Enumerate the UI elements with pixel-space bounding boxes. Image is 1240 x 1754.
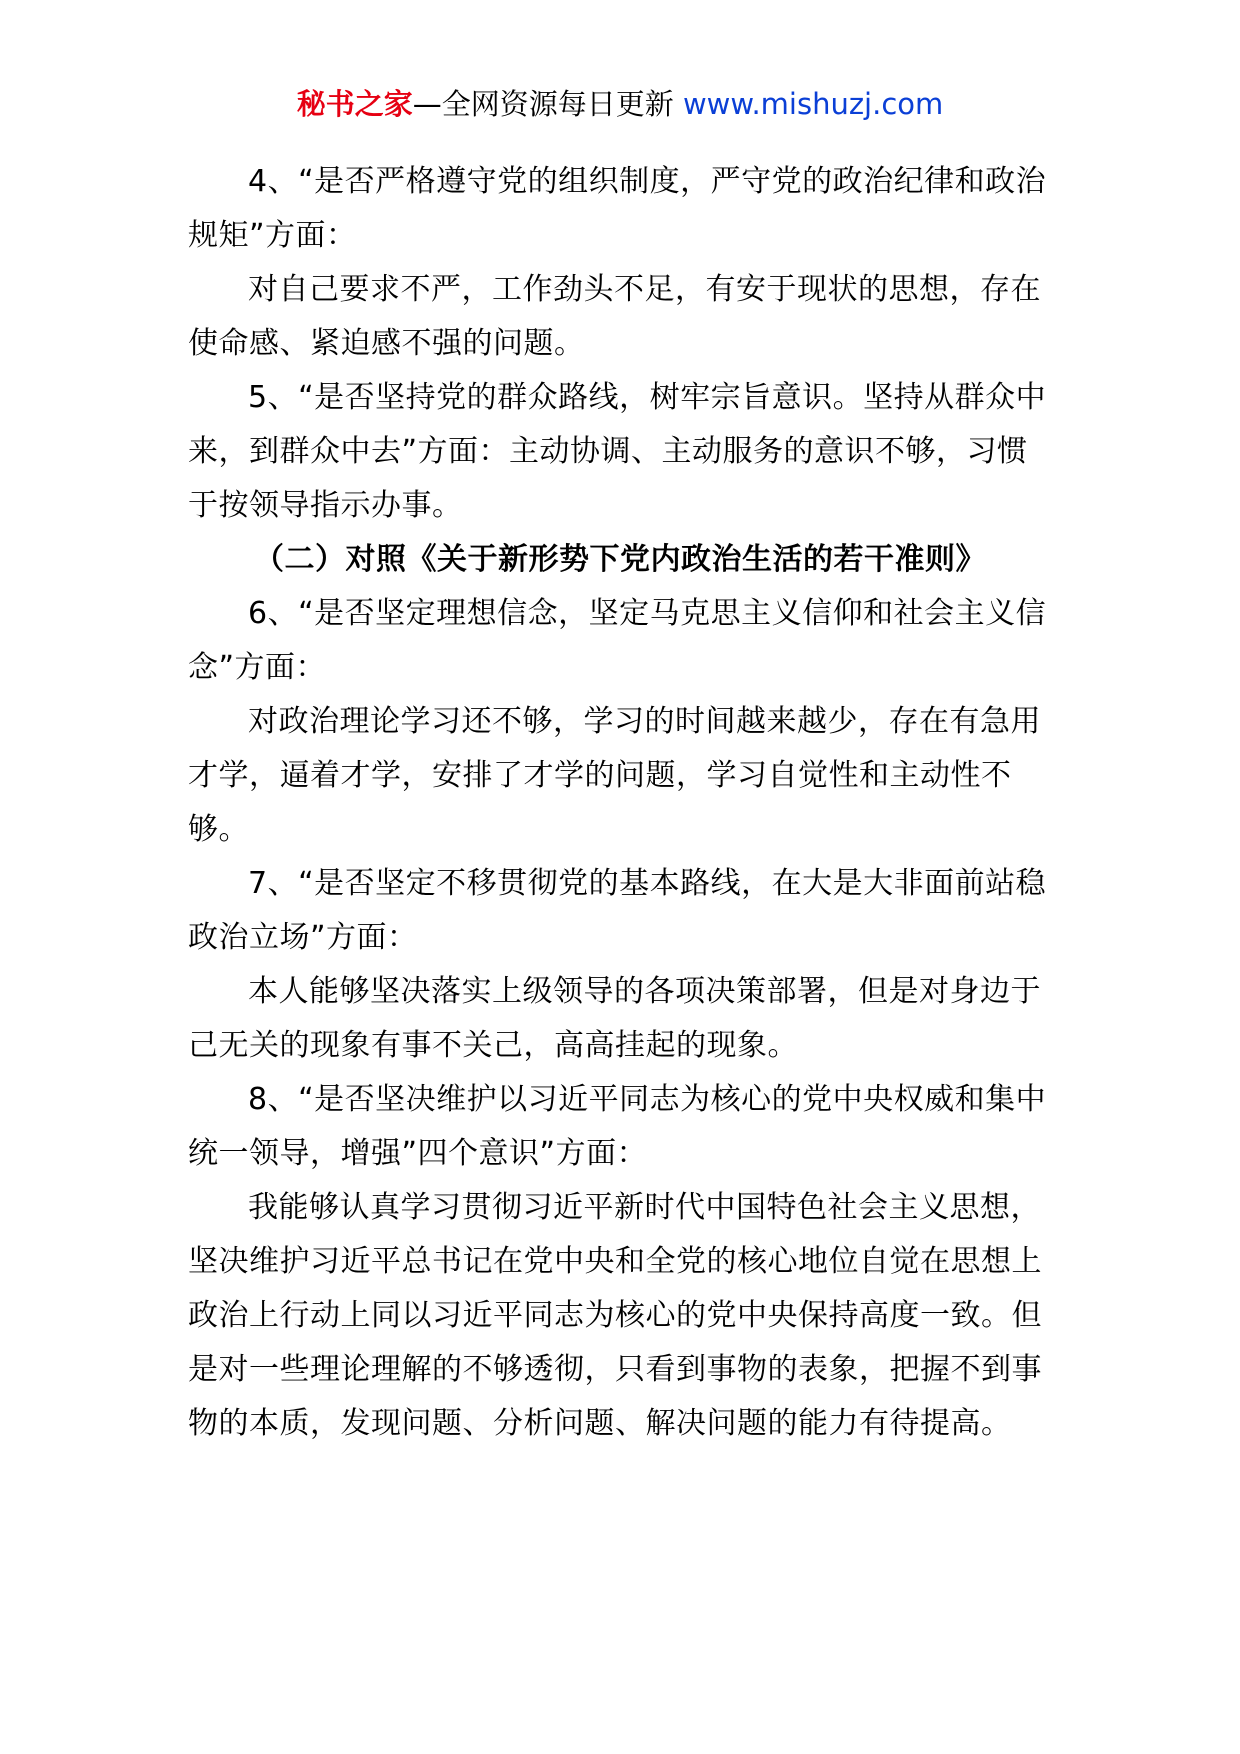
item-8-body: 我能够认真学习贯彻习近平新时代中国特色社会主义思想，坚决维护习近平总书记在党中央和全党的核心地位自觉在思想上政治上行动上同以习近平同志为核心的党中央保持高度一致。但是对一些理论理解的不够透彻，只看到事物的表象，把握不到事物的本质，发现问题、分析问题、解决问题的能力有待提高。	[188, 1190, 1042, 1441]
item-8-heading: 8、“是否坚决维护以习近平同志为核心的党中央权威和集中统一领导，增强”四个意识”方面：	[188, 1082, 1047, 1171]
site-brand: 秘书之家	[296, 87, 413, 121]
site-tagline: —全网资源每日更新	[412, 87, 683, 121]
item-7-heading: 7、“是否坚定不移贯彻党的基本路线，在大是大非面前站稳政治立场”方面：	[188, 866, 1047, 955]
item-6-heading: 6、“是否坚定理想信念，坚定马克思主义信仰和社会主义信念”方面：	[188, 596, 1047, 685]
item-5-paragraph: 5、“是否坚持党的群众路线，树牢宗旨意识。坚持从群众中来，到群众中去”方面：主动协调、主动服务的意识不够，习惯于按领导指示办事。	[188, 380, 1047, 523]
item-6-body: 对政治理论学习还不够，学习的时间越来越少，存在有急用才学，逼着才学，安排了才学的问题，学习自觉性和主动性不够。	[188, 704, 1041, 847]
site-url-link[interactable]: www.mishuzj.com	[682, 87, 944, 121]
site-header	[0, 84, 1240, 124]
item-4-body: 对自己要求不严，工作劲头不足，有安于现状的思想，存在使命感、紧迫感不强的问题。	[188, 272, 1041, 361]
section-heading-2: （二）对照《关于新形势下党内政治生活的若干准则》	[254, 542, 986, 577]
item-4-heading: 4、“是否严格遵守党的组织制度，严守党的政治纪律和政治规矩”方面：	[188, 164, 1047, 253]
document-body	[188, 155, 1058, 1451]
item-7-body: 本人能够坚决落实上级领导的各项决策部署，但是对身边于己无关的现象有事不关己，高高挂起的现象。	[188, 974, 1041, 1063]
